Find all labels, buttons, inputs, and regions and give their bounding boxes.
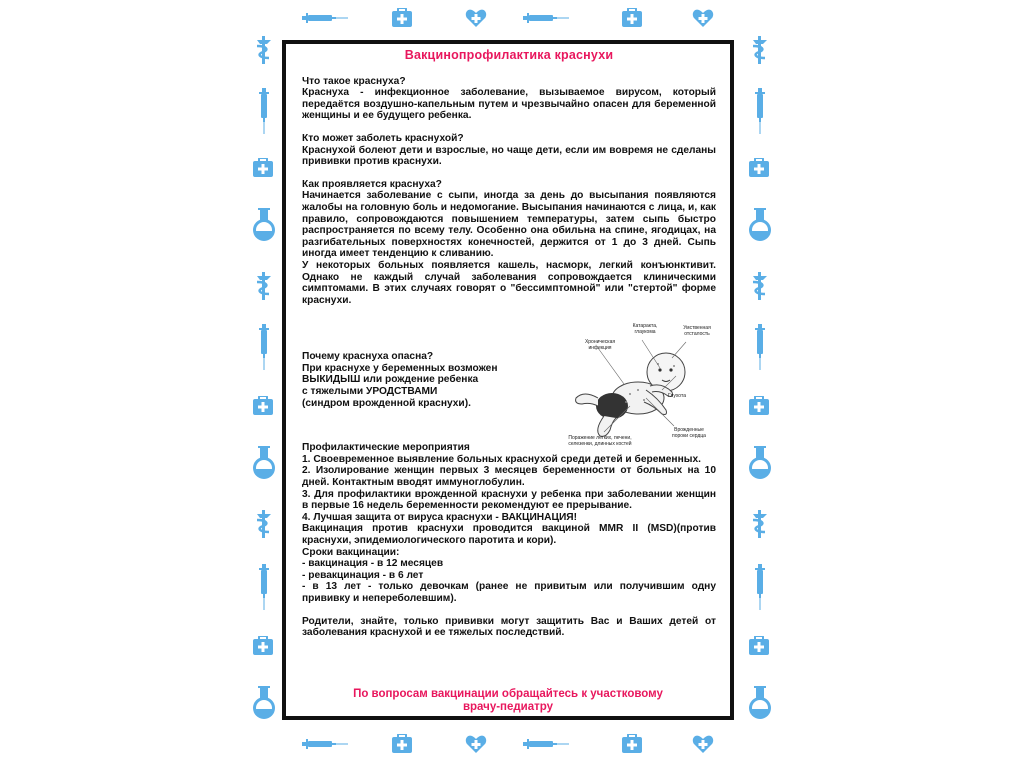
prevention-item-1: 1. Своевременное выявление больных краснухой среди детей и беременных. <box>302 453 701 465</box>
question-who: Кто может заболеть краснухой? <box>302 132 464 144</box>
first-aid-kit-icon <box>392 734 414 754</box>
first-aid-kit-icon <box>253 396 275 416</box>
syringe-icon <box>752 322 768 372</box>
first-aid-kit-icon <box>749 396 771 416</box>
prevention-title: Профилактические мероприятия <box>302 442 470 454</box>
prevention-item-2: 2. Изолирование женщин первых 3 месяцев беременности от больных на 10 дней. Контактным вводят иммуноглобулин. <box>302 465 716 489</box>
first-aid-kit-icon <box>392 8 414 28</box>
vaccine-info: Вакцинация против краснухи проводится вакциной MMR II (MSD)(против краснухи, эпидемиологического паротита и кори). <box>302 523 716 546</box>
first-aid-kit-icon <box>749 158 771 178</box>
first-aid-kit-icon <box>749 636 771 656</box>
answer-who: Краснухой болеют дети и взрослые, но чаще дети, если им вовремя не сделаны прививки против краснухи. <box>302 144 716 168</box>
first-aid-kit-icon <box>622 8 644 28</box>
caduceus-icon <box>749 510 771 540</box>
question-why: Почему краснуха опасна? <box>302 351 434 363</box>
heart-cross-icon <box>465 8 489 28</box>
flask-icon <box>748 446 772 480</box>
heart-cross-icon <box>692 8 716 28</box>
poster-frame <box>282 40 734 720</box>
label-heart: Врожденные пороки сердца <box>672 427 706 439</box>
caduceus-icon <box>253 510 275 540</box>
why-dangerous-block <box>302 351 532 409</box>
parents-note: Родители, знайте, только прививки могут защитить Вас и Ваших детей от заболевания краснухой и ее тяжелых последствий. <box>302 615 716 639</box>
answer-why-line-4: (синдром врожденной краснухи). <box>302 397 471 409</box>
caduceus-icon <box>253 272 275 302</box>
flask-icon <box>748 208 772 242</box>
answer-why-line-3: с тяжелыми УРОДСТВАМИ <box>302 386 438 398</box>
poster-footer <box>286 688 730 714</box>
footer-line-2: врачу-педиатру <box>462 701 554 713</box>
question-what: Что такое краснуха? <box>302 75 406 87</box>
syringe-icon <box>521 10 571 26</box>
infant-illustration <box>554 320 718 452</box>
answer-what: Краснуха - инфекционное заболевание, вызываемое вирусом, который передаётся воздушно-капельным путем и чрезвычайно опасен для беременной женщины и ее будущего ребенка. <box>302 87 716 122</box>
syringe-icon <box>752 86 768 136</box>
schedule-title: Сроки вакцинации: <box>302 546 400 558</box>
answer-why-line-2: ВЫКИДЫШ или рождение ребенка <box>302 374 479 386</box>
flask-icon <box>748 686 772 720</box>
label-hepatitis: Хроническая инфекция <box>584 339 616 351</box>
answer-how-1: Начинается заболевание с сыпи, иногда за день до высыпания появляются жалобы на головную боль и недомогание. Высыпания начинаются с лица, и, как правило, сопровождаются повышением температуры, затем сыпь быстро распространяется по всему телу. Особенно она обильна на спине, ягодицах, на разгибательных поверхностях конечностей, держится от 1 до 3 дней. Сыпь иногда имеет тенденцию к сливанию. <box>302 190 716 260</box>
first-aid-kit-icon <box>622 734 644 754</box>
syringe-icon <box>256 562 272 612</box>
schedule-item-1: - вакцинация - в 12 месяцев <box>302 558 444 570</box>
flask-icon <box>252 446 276 480</box>
prevention-item-3: 3. Для профилактики врожденной краснухи у ребенка при заболевании женщин в первые 16 недель беременности рекомендуют ее прерывание. <box>302 488 716 512</box>
prevention-item-4: 4. Лучшая защита от вируса краснухи - ВАКЦИНАЦИЯ! <box>302 511 577 523</box>
flask-icon <box>252 686 276 720</box>
answer-how-2: У некоторых больных появляется кашель, насморк, легкий конъюнктивит. Однако не каждый случай заболевания сопровождается клиническими симптомами. В этих случаях говорят о "бессимптомной" или "стертой" форме краснухи. <box>302 259 716 306</box>
heart-cross-icon <box>465 734 489 754</box>
footer-line-1: По вопросам вакцинации обращайтесь к участковому <box>353 688 663 700</box>
label-retardation: Умственная отсталость <box>683 325 711 337</box>
syringe-icon <box>300 736 350 752</box>
syringe-icon <box>256 322 272 372</box>
heart-cross-icon <box>692 734 716 754</box>
label-deafness: Глухота <box>668 393 686 399</box>
caduceus-icon <box>749 272 771 302</box>
first-aid-kit-icon <box>253 158 275 178</box>
schedule-item-3: - в 13 лет - только девочкам (ранее не привитым или получившим одну прививку и непереболевшим). <box>302 581 716 604</box>
label-organs: Поражение легких, печени, селезенки, длинных костей <box>568 435 632 447</box>
label-cataract: Катаракта, глаукома <box>632 323 658 335</box>
schedule-item-2: - ревакцинация - в 6 лет <box>302 569 424 581</box>
syringe-icon <box>521 736 571 752</box>
question-how: Как проявляется краснуха? <box>302 178 442 190</box>
syringe-icon <box>752 562 768 612</box>
answer-why-line-1: При краснухе у беременных возможен <box>302 362 498 374</box>
poster-title: Вакцинопрофилактика краснухи <box>404 48 614 62</box>
first-aid-kit-icon <box>253 636 275 656</box>
syringe-icon <box>256 86 272 136</box>
caduceus-icon <box>253 36 275 66</box>
syringe-icon <box>300 10 350 26</box>
flask-icon <box>252 208 276 242</box>
caduceus-icon <box>749 36 771 66</box>
